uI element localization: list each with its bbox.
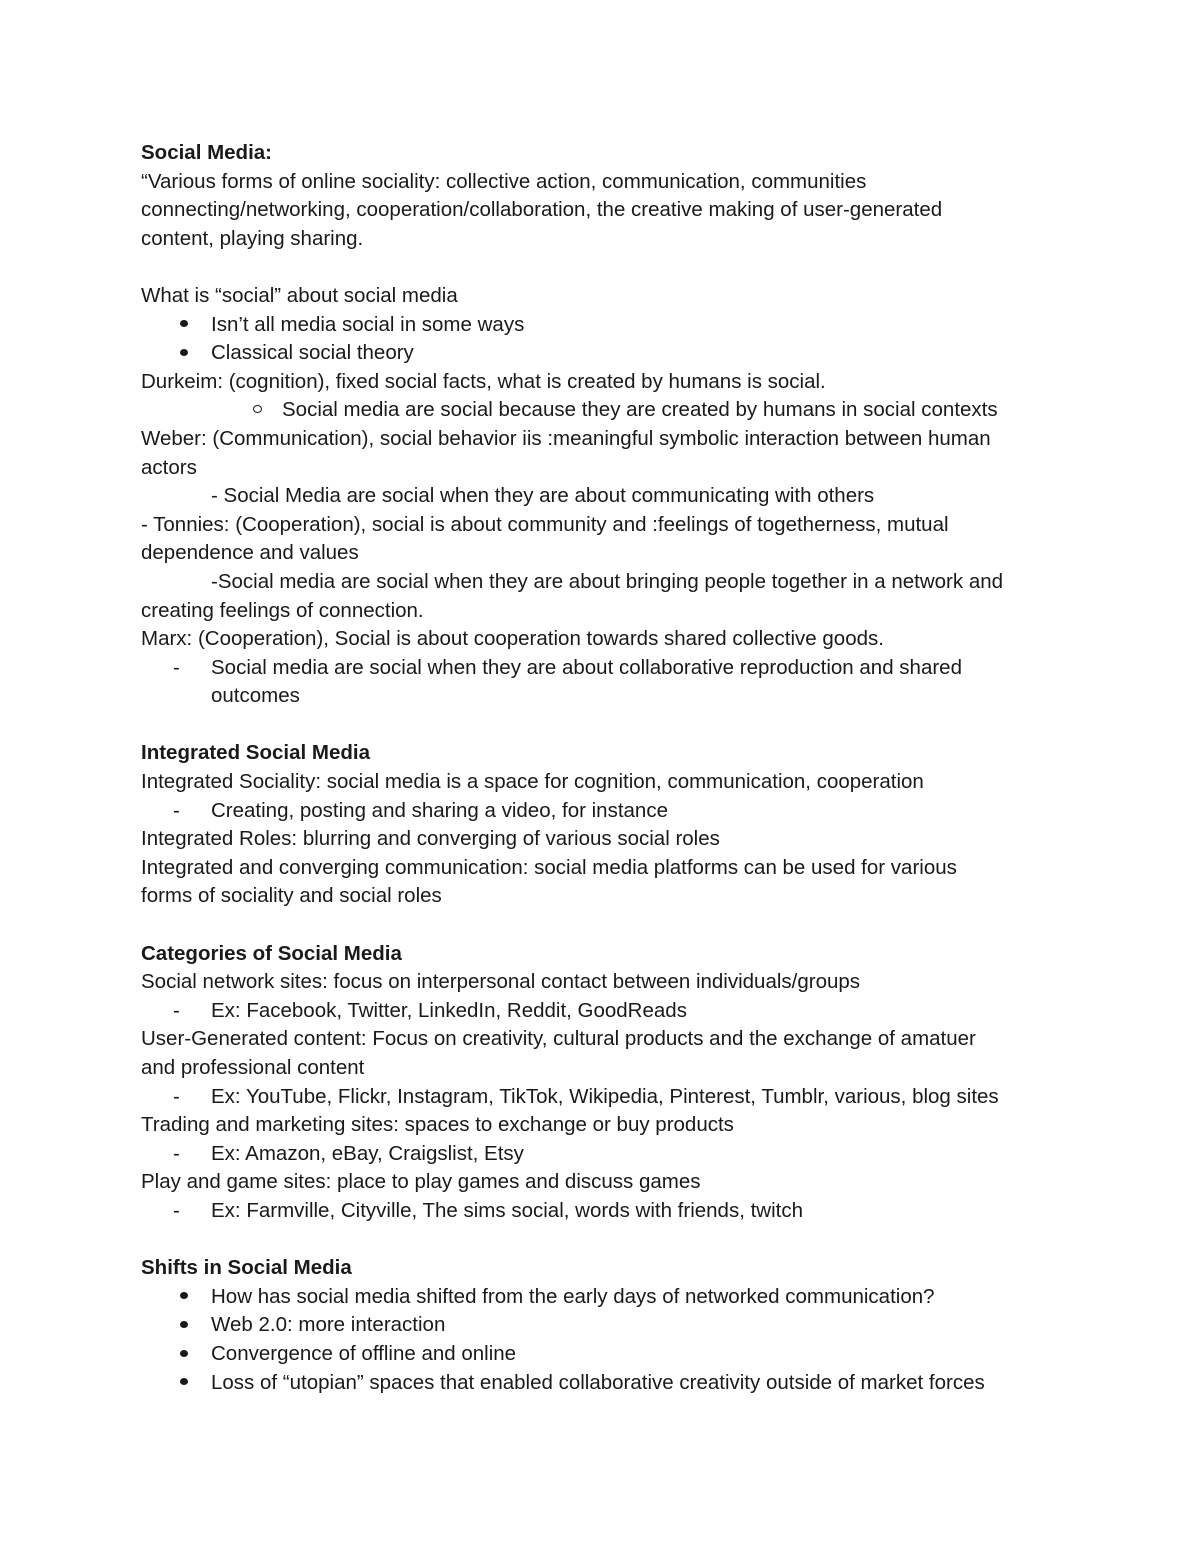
blank-line [141, 253, 1071, 282]
ugc-line: User-Generated content: Focus on creativity, cultural products and the exchange of amatuer [141, 1027, 976, 1051]
list-item [141, 654, 1071, 683]
bullet-dot-icon [177, 339, 191, 368]
list-item [141, 1283, 1071, 1312]
bullet-dash: - [173, 998, 180, 1022]
list-item [141, 1369, 1071, 1398]
document-page [141, 139, 1071, 1397]
list-item-text: Ex: Farmville, Cityville, The sims social, words with friends, twitch [211, 1198, 803, 1222]
roles-line: Integrated Roles: blurring and converging of various social roles [141, 827, 720, 851]
list-item [141, 997, 1071, 1026]
list-item-text: Social media are social because they are created by humans in social contexts [282, 398, 998, 422]
list-item-text: Creating, posting and sharing a video, for instance [211, 798, 668, 822]
bullet-dash: - [173, 655, 180, 679]
bullet-dash: - [173, 1198, 180, 1222]
tonnies-sub-line: -Social media are social when they are about bringing people together in a network and [211, 569, 1004, 593]
list-item-text: Loss of “utopian” spaces that enabled collaborative creativity outside of market forces [211, 1370, 985, 1394]
list-item [141, 1340, 1071, 1369]
durkheim-line: Durkeim: (cognition), fixed social facts, what is created by humans is social. [141, 369, 826, 393]
blank-line [141, 1226, 1071, 1255]
list-item-text: How has social media shifted from the early days of networked communication? [211, 1284, 935, 1308]
bullet-dash: - [173, 1141, 180, 1165]
list-item [141, 311, 1071, 340]
list-item [141, 1311, 1071, 1340]
bullet-dash: - [173, 798, 180, 822]
weber-line: Weber: (Communication), social behavior iis :meaningful symbolic interaction between human [141, 426, 991, 450]
bullet-dot-icon [177, 311, 191, 340]
list-item-text: Ex: YouTube, Flickr, Instagram, TikTok, Wikipedia, Pinterest, Tumblr, various, blog sites [211, 1084, 999, 1108]
list-item-text: Isn’t all media social in some ways [211, 312, 525, 336]
section-heading-categories: Categories of Social Media [141, 941, 402, 965]
list-item [141, 797, 1071, 826]
bullet-dot-icon [177, 1340, 191, 1369]
play-line: Play and game sites: place to play games and discuss games [141, 1170, 701, 1194]
ugc-line: and professional content [141, 1056, 365, 1079]
definition-line: content, playing sharing. [141, 226, 364, 250]
bullet-circle-icon [250, 396, 264, 425]
list-item-text: Classical social theory [211, 341, 414, 365]
blank-line [141, 911, 1071, 940]
definition-line: “Various forms of online sociality: collective action, communication, communities [141, 169, 867, 193]
section-heading-integrated: Integrated Social Media [141, 741, 370, 765]
tonnies-line: dependence and values [141, 541, 359, 565]
section-heading-social-media: Social Media: [141, 141, 273, 164]
tonnies-line: - Tonnies: (Cooperation), social is about community and :feelings of togetherness, mutual [141, 512, 949, 536]
list-item [141, 1140, 1071, 1169]
converging-line: Integrated and converging communication: social media platforms can be used for various [141, 855, 957, 879]
trading-line: Trading and marketing sites: spaces to exchange or buy products [141, 1113, 734, 1137]
list-item [141, 1083, 1071, 1112]
list-item-continuation: outcomes [211, 684, 300, 708]
list-item-text: Ex: Amazon, eBay, Craigslist, Etsy [211, 1141, 524, 1165]
list-item-text: Ex: Facebook, Twitter, LinkedIn, Reddit, GoodReads [211, 998, 687, 1022]
list-item-text: Convergence of offline and online [211, 1341, 517, 1365]
list-item [141, 1197, 1071, 1226]
bullet-dot-icon [177, 1283, 191, 1312]
definition-line: connecting/networking, cooperation/collaboration, the creative making of user-generated [141, 198, 943, 222]
bullet-dot-icon [177, 1369, 191, 1398]
network-line: Social network sites: focus on interpersonal contact between individuals/groups [141, 970, 861, 994]
converging-line: forms of sociality and social roles [141, 884, 442, 908]
section-heading-shifts: Shifts in Social Media [141, 1256, 352, 1280]
bullet-dot-icon [177, 1311, 191, 1340]
list-item-text: Social media are social when they are about collaborative reproduction and shared [211, 655, 962, 679]
list-item-text: Web 2.0: more interaction [211, 1313, 446, 1337]
marx-line: Marx: (Cooperation), Social is about cooperation towards shared collective goods. [141, 627, 884, 651]
sociality-line: Integrated Sociality: social media is a space for cognition, communication, cooperation [141, 770, 924, 794]
question-line: What is “social” about social media [141, 283, 458, 307]
weber-sub-line: - Social Media are social when they are about communicating with others [211, 484, 875, 508]
list-item [141, 339, 1071, 368]
weber-line: actors [141, 455, 197, 479]
tonnies-sub-line: creating feelings of connection. [141, 598, 424, 622]
blank-line [141, 711, 1071, 740]
list-item [141, 396, 1071, 425]
bullet-dash: - [173, 1084, 180, 1108]
